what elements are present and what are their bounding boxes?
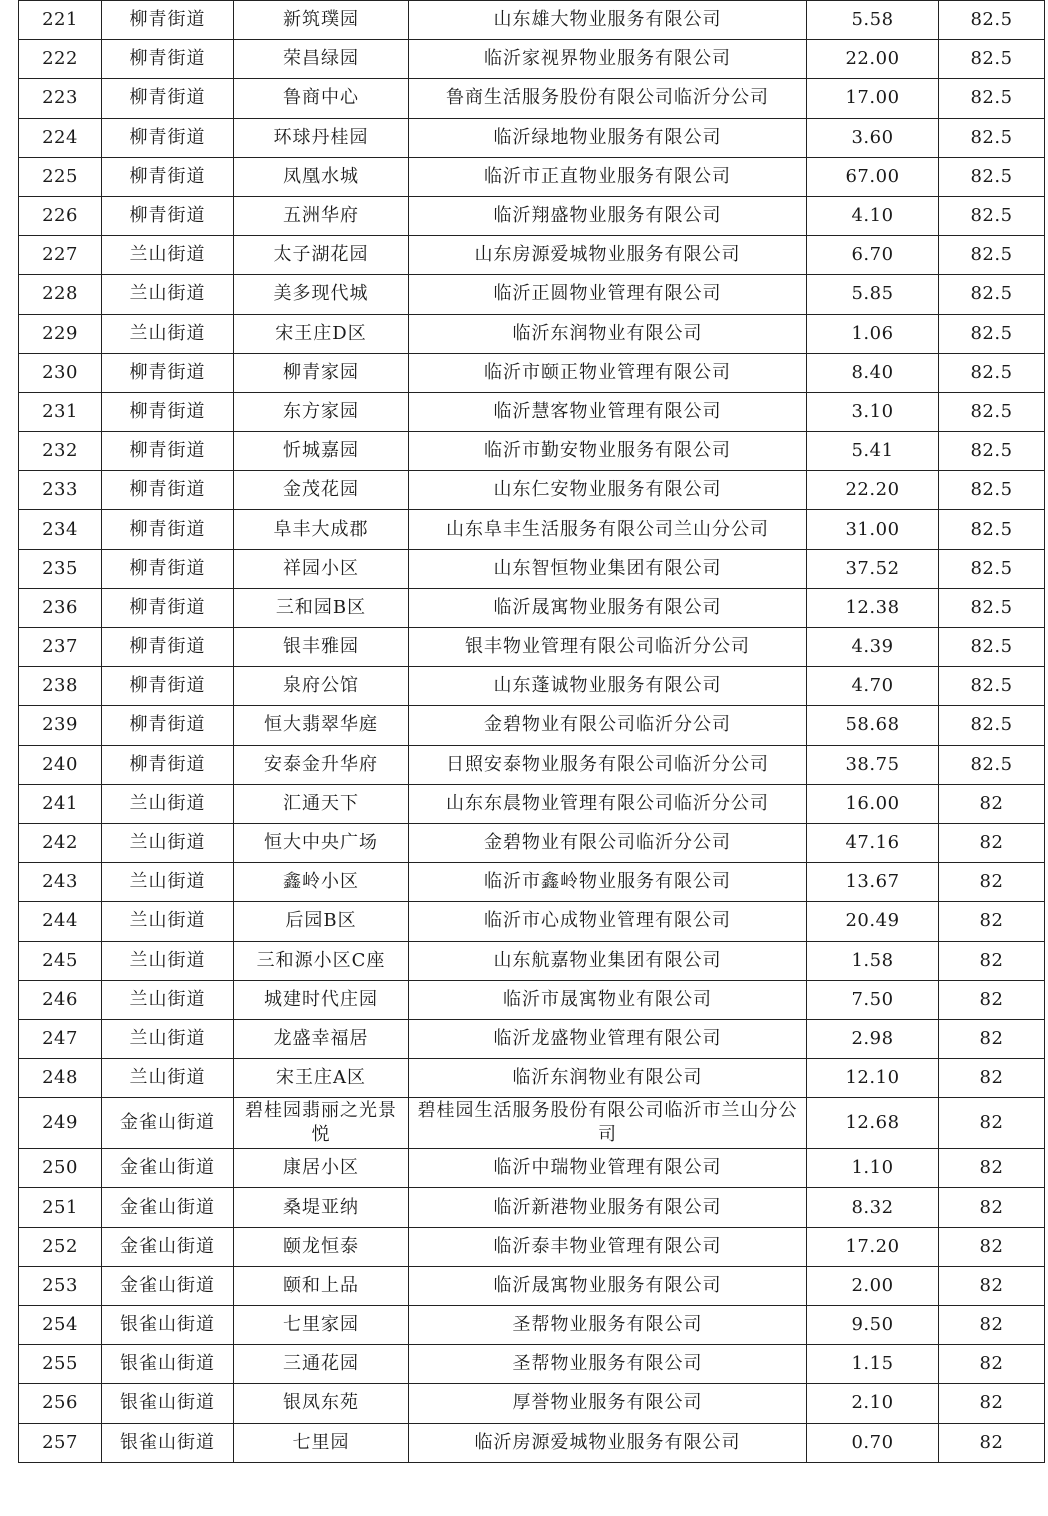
row-number-cell: 234 (19, 510, 102, 549)
community-cell: 祥园小区 (234, 549, 409, 588)
community-cell: 泉府公馆 (234, 667, 409, 706)
company-cell: 临沂家视界物业服务有限公司 (409, 40, 807, 79)
community-cell: 银凤东苑 (234, 1384, 409, 1423)
table-row (19, 863, 1045, 902)
row-number-cell: 230 (19, 353, 102, 392)
table-row (19, 40, 1045, 79)
table-row (19, 1019, 1045, 1058)
row-number-cell: 231 (19, 392, 102, 431)
row-number-cell: 238 (19, 667, 102, 706)
company-cell: 临沂正圆物业管理有限公司 (409, 275, 807, 314)
score-cell: 82.5 (939, 196, 1045, 235)
table-row (19, 745, 1045, 784)
community-cell: 东方家园 (234, 392, 409, 431)
street-cell: 金雀山街道 (102, 1098, 234, 1149)
score-cell: 82.5 (939, 79, 1045, 118)
company-cell: 鲁商生活服务股份有限公司临沂分公司 (409, 79, 807, 118)
community-cell: 碧桂园翡丽之光景悦 (234, 1098, 409, 1149)
street-cell: 柳青街道 (102, 745, 234, 784)
area-cell: 22.20 (807, 471, 939, 510)
street-cell: 柳青街道 (102, 667, 234, 706)
area-cell: 12.68 (807, 1098, 939, 1149)
row-number-cell: 256 (19, 1384, 102, 1423)
area-cell: 31.00 (807, 510, 939, 549)
street-cell: 兰山街道 (102, 863, 234, 902)
score-cell: 82.5 (939, 40, 1045, 79)
street-cell: 银雀山街道 (102, 1384, 234, 1423)
table-row (19, 196, 1045, 235)
street-cell: 柳青街道 (102, 549, 234, 588)
company-cell: 临沂泰丰物业管理有限公司 (409, 1227, 807, 1266)
company-cell: 临沂慧客物业管理有限公司 (409, 392, 807, 431)
row-number-cell: 223 (19, 79, 102, 118)
company-cell: 临沂市颐正物业管理有限公司 (409, 353, 807, 392)
row-number-cell: 251 (19, 1188, 102, 1227)
community-cell: 三通花园 (234, 1345, 409, 1384)
score-cell: 82 (939, 1149, 1045, 1188)
row-number-cell: 247 (19, 1019, 102, 1058)
company-cell: 临沂新港物业服务有限公司 (409, 1188, 807, 1227)
row-number-cell: 252 (19, 1227, 102, 1266)
community-cell: 颐和上品 (234, 1266, 409, 1305)
table-row (19, 79, 1045, 118)
row-number-cell: 221 (19, 1, 102, 40)
row-number-cell: 241 (19, 784, 102, 823)
street-cell: 柳青街道 (102, 588, 234, 627)
area-cell: 3.60 (807, 118, 939, 157)
table-row (19, 432, 1045, 471)
row-number-cell: 233 (19, 471, 102, 510)
row-number-cell: 248 (19, 1059, 102, 1098)
area-cell: 2.98 (807, 1019, 939, 1058)
table-body (19, 1, 1045, 1463)
company-cell: 圣帮物业服务有限公司 (409, 1345, 807, 1384)
score-cell: 82.5 (939, 549, 1045, 588)
community-cell: 宋王庄D区 (234, 314, 409, 353)
community-cell: 柳青家园 (234, 353, 409, 392)
community-cell: 金茂花园 (234, 471, 409, 510)
score-cell: 82.5 (939, 314, 1045, 353)
community-cell: 凤凰水城 (234, 157, 409, 196)
company-cell: 临沂龙盛物业管理有限公司 (409, 1019, 807, 1058)
score-cell: 82 (939, 1345, 1045, 1384)
community-cell: 鲁商中心 (234, 79, 409, 118)
company-cell: 临沂晟寓物业服务有限公司 (409, 1266, 807, 1305)
score-cell: 82.5 (939, 157, 1045, 196)
area-cell: 7.50 (807, 980, 939, 1019)
company-cell: 山东阜丰生活服务有限公司兰山分公司 (409, 510, 807, 549)
community-cell: 龙盛幸福居 (234, 1019, 409, 1058)
community-cell: 康居小区 (234, 1149, 409, 1188)
company-cell: 厚誉物业服务有限公司 (409, 1384, 807, 1423)
table-row (19, 471, 1045, 510)
street-cell: 兰山街道 (102, 823, 234, 862)
community-cell: 太子湖花园 (234, 236, 409, 275)
row-number-cell: 240 (19, 745, 102, 784)
row-number-cell: 244 (19, 902, 102, 941)
table-row (19, 549, 1045, 588)
company-cell: 临沂房源爱城物业服务有限公司 (409, 1423, 807, 1462)
area-cell: 1.58 (807, 941, 939, 980)
score-cell: 82.5 (939, 667, 1045, 706)
area-cell: 5.41 (807, 432, 939, 471)
company-cell: 临沂市鑫岭物业服务有限公司 (409, 863, 807, 902)
table-row (19, 628, 1045, 667)
row-number-cell: 255 (19, 1345, 102, 1384)
street-cell: 柳青街道 (102, 1, 234, 40)
table-row (19, 667, 1045, 706)
street-cell: 柳青街道 (102, 353, 234, 392)
company-cell: 临沂市正直物业服务有限公司 (409, 157, 807, 196)
table-row (19, 510, 1045, 549)
area-cell: 3.10 (807, 392, 939, 431)
row-number-cell: 225 (19, 157, 102, 196)
area-cell: 8.40 (807, 353, 939, 392)
row-number-cell: 250 (19, 1149, 102, 1188)
company-cell: 山东仁安物业服务有限公司 (409, 471, 807, 510)
community-cell: 安泰金升华府 (234, 745, 409, 784)
table-row (19, 353, 1045, 392)
score-cell: 82.5 (939, 706, 1045, 745)
area-cell: 4.10 (807, 196, 939, 235)
table-row (19, 1059, 1045, 1098)
row-number-cell: 228 (19, 275, 102, 314)
row-number-cell: 235 (19, 549, 102, 588)
street-cell: 金雀山街道 (102, 1227, 234, 1266)
community-cell: 阜丰大成郡 (234, 510, 409, 549)
row-number-cell: 254 (19, 1306, 102, 1345)
street-cell: 柳青街道 (102, 432, 234, 471)
area-cell: 58.68 (807, 706, 939, 745)
row-number-cell: 239 (19, 706, 102, 745)
row-number-cell: 227 (19, 236, 102, 275)
street-cell: 兰山街道 (102, 902, 234, 941)
row-number-cell: 224 (19, 118, 102, 157)
community-cell: 恒大翡翠华庭 (234, 706, 409, 745)
street-cell: 兰山街道 (102, 1019, 234, 1058)
company-cell: 日照安泰物业服务有限公司临沂分公司 (409, 745, 807, 784)
community-cell: 汇通天下 (234, 784, 409, 823)
area-cell: 47.16 (807, 823, 939, 862)
community-cell: 桑堤亚纳 (234, 1188, 409, 1227)
score-cell: 82 (939, 784, 1045, 823)
row-number-cell: 226 (19, 196, 102, 235)
street-cell: 柳青街道 (102, 40, 234, 79)
score-cell: 82.5 (939, 628, 1045, 667)
company-cell: 山东雄大物业服务有限公司 (409, 1, 807, 40)
score-cell: 82 (939, 1019, 1045, 1058)
community-cell: 颐龙恒泰 (234, 1227, 409, 1266)
area-cell: 22.00 (807, 40, 939, 79)
street-cell: 银雀山街道 (102, 1345, 234, 1384)
table-row (19, 118, 1045, 157)
area-cell: 38.75 (807, 745, 939, 784)
row-number-cell: 243 (19, 863, 102, 902)
table-row (19, 902, 1045, 941)
street-cell: 金雀山街道 (102, 1266, 234, 1305)
row-number-cell: 245 (19, 941, 102, 980)
area-cell: 67.00 (807, 157, 939, 196)
community-cell: 新筑璞园 (234, 1, 409, 40)
score-cell: 82 (939, 1227, 1045, 1266)
score-cell: 82 (939, 823, 1045, 862)
company-cell: 山东东晨物业管理有限公司临沂分公司 (409, 784, 807, 823)
table-row (19, 314, 1045, 353)
table-row (19, 823, 1045, 862)
area-cell: 37.52 (807, 549, 939, 588)
company-cell: 临沂绿地物业服务有限公司 (409, 118, 807, 157)
company-cell: 临沂东润物业有限公司 (409, 314, 807, 353)
score-cell: 82.5 (939, 510, 1045, 549)
table-row (19, 1384, 1045, 1423)
area-cell: 1.06 (807, 314, 939, 353)
table-row (19, 980, 1045, 1019)
area-cell: 1.15 (807, 1345, 939, 1384)
community-cell: 荣昌绿园 (234, 40, 409, 79)
row-number-cell: 222 (19, 40, 102, 79)
score-cell: 82 (939, 1306, 1045, 1345)
community-cell: 后园B区 (234, 902, 409, 941)
area-cell: 12.10 (807, 1059, 939, 1098)
street-cell: 兰山街道 (102, 314, 234, 353)
company-cell: 金碧物业有限公司临沂分公司 (409, 706, 807, 745)
street-cell: 兰山街道 (102, 275, 234, 314)
community-cell: 五洲华府 (234, 196, 409, 235)
score-cell: 82 (939, 1384, 1045, 1423)
score-cell: 82 (939, 980, 1045, 1019)
table-row (19, 1345, 1045, 1384)
score-cell: 82.5 (939, 353, 1045, 392)
community-cell: 三和园B区 (234, 588, 409, 627)
company-cell: 碧桂园生活服务股份有限公司临沂市兰山分公司 (409, 1098, 807, 1149)
area-cell: 17.00 (807, 79, 939, 118)
street-cell: 金雀山街道 (102, 1149, 234, 1188)
community-cell: 美多现代城 (234, 275, 409, 314)
street-cell: 银雀山街道 (102, 1423, 234, 1462)
row-number-cell: 232 (19, 432, 102, 471)
street-cell: 柳青街道 (102, 471, 234, 510)
company-cell: 山东智恒物业集团有限公司 (409, 549, 807, 588)
table-row (19, 1423, 1045, 1462)
score-cell: 82.5 (939, 588, 1045, 627)
score-cell: 82.5 (939, 471, 1045, 510)
street-cell: 柳青街道 (102, 118, 234, 157)
community-cell: 忻城嘉园 (234, 432, 409, 471)
company-cell: 临沂晟寓物业服务有限公司 (409, 588, 807, 627)
company-cell: 临沂东润物业有限公司 (409, 1059, 807, 1098)
company-cell: 圣帮物业服务有限公司 (409, 1306, 807, 1345)
company-cell: 银丰物业管理有限公司临沂分公司 (409, 628, 807, 667)
company-cell: 临沂市勤安物业服务有限公司 (409, 432, 807, 471)
street-cell: 兰山街道 (102, 1059, 234, 1098)
street-cell: 兰山街道 (102, 236, 234, 275)
table-row (19, 236, 1045, 275)
street-cell: 银雀山街道 (102, 1306, 234, 1345)
community-cell: 恒大中央广场 (234, 823, 409, 862)
table-row (19, 1306, 1045, 1345)
row-number-cell: 253 (19, 1266, 102, 1305)
community-cell: 鑫岭小区 (234, 863, 409, 902)
community-cell: 七里家园 (234, 1306, 409, 1345)
score-cell: 82.5 (939, 745, 1045, 784)
street-cell: 金雀山街道 (102, 1188, 234, 1227)
street-cell: 柳青街道 (102, 628, 234, 667)
community-cell: 宋王庄A区 (234, 1059, 409, 1098)
area-cell: 2.00 (807, 1266, 939, 1305)
area-cell: 13.67 (807, 863, 939, 902)
table-row (19, 1188, 1045, 1227)
score-cell: 82.5 (939, 392, 1045, 431)
table-row (19, 588, 1045, 627)
table-row (19, 1227, 1045, 1266)
community-cell: 城建时代庄园 (234, 980, 409, 1019)
table-row (19, 706, 1045, 745)
area-cell: 12.38 (807, 588, 939, 627)
table-row (19, 1098, 1045, 1149)
table-row (19, 1, 1045, 40)
area-cell: 2.10 (807, 1384, 939, 1423)
street-cell: 柳青街道 (102, 392, 234, 431)
company-cell: 临沂中瑞物业管理有限公司 (409, 1149, 807, 1188)
row-number-cell: 229 (19, 314, 102, 353)
table-row (19, 1149, 1045, 1188)
area-cell: 16.00 (807, 784, 939, 823)
community-cell: 三和源小区C座 (234, 941, 409, 980)
street-cell: 柳青街道 (102, 510, 234, 549)
street-cell: 兰山街道 (102, 784, 234, 823)
row-number-cell: 236 (19, 588, 102, 627)
company-cell: 山东航嘉物业集团有限公司 (409, 941, 807, 980)
community-cell: 环球丹桂园 (234, 118, 409, 157)
row-number-cell: 246 (19, 980, 102, 1019)
table-row (19, 784, 1045, 823)
score-cell: 82.5 (939, 118, 1045, 157)
street-cell: 柳青街道 (102, 706, 234, 745)
score-cell: 82 (939, 1059, 1045, 1098)
score-cell: 82.5 (939, 1, 1045, 40)
table-row (19, 1266, 1045, 1305)
score-cell: 82 (939, 902, 1045, 941)
company-cell: 临沂市心成物业管理有限公司 (409, 902, 807, 941)
street-cell: 柳青街道 (102, 196, 234, 235)
score-cell: 82.5 (939, 432, 1045, 471)
score-cell: 82 (939, 941, 1045, 980)
area-cell: 17.20 (807, 1227, 939, 1266)
row-number-cell: 249 (19, 1098, 102, 1149)
company-cell: 临沂翔盛物业服务有限公司 (409, 196, 807, 235)
score-cell: 82 (939, 1098, 1045, 1149)
company-cell: 山东房源爱城物业服务有限公司 (409, 236, 807, 275)
score-cell: 82.5 (939, 275, 1045, 314)
area-cell: 20.49 (807, 902, 939, 941)
score-cell: 82 (939, 1266, 1045, 1305)
area-cell: 5.58 (807, 1, 939, 40)
area-cell: 4.70 (807, 667, 939, 706)
company-cell: 山东蓬诚物业服务有限公司 (409, 667, 807, 706)
row-number-cell: 242 (19, 823, 102, 862)
area-cell: 4.39 (807, 628, 939, 667)
score-cell: 82 (939, 1423, 1045, 1462)
company-cell: 金碧物业有限公司临沂分公司 (409, 823, 807, 862)
property-rating-table (18, 0, 1045, 1463)
street-cell: 兰山街道 (102, 941, 234, 980)
row-number-cell: 237 (19, 628, 102, 667)
area-cell: 1.10 (807, 1149, 939, 1188)
community-cell: 七里园 (234, 1423, 409, 1462)
area-cell: 8.32 (807, 1188, 939, 1227)
community-cell: 银丰雅园 (234, 628, 409, 667)
table-row (19, 157, 1045, 196)
score-cell: 82 (939, 1188, 1045, 1227)
street-cell: 兰山街道 (102, 980, 234, 1019)
score-cell: 82 (939, 863, 1045, 902)
street-cell: 柳青街道 (102, 79, 234, 118)
street-cell: 柳青街道 (102, 157, 234, 196)
row-number-cell: 257 (19, 1423, 102, 1462)
table-row (19, 275, 1045, 314)
score-cell: 82.5 (939, 236, 1045, 275)
table-row (19, 392, 1045, 431)
company-cell: 临沂市晟寓物业有限公司 (409, 980, 807, 1019)
area-cell: 9.50 (807, 1306, 939, 1345)
area-cell: 6.70 (807, 236, 939, 275)
area-cell: 0.70 (807, 1423, 939, 1462)
table-row (19, 941, 1045, 980)
area-cell: 5.85 (807, 275, 939, 314)
